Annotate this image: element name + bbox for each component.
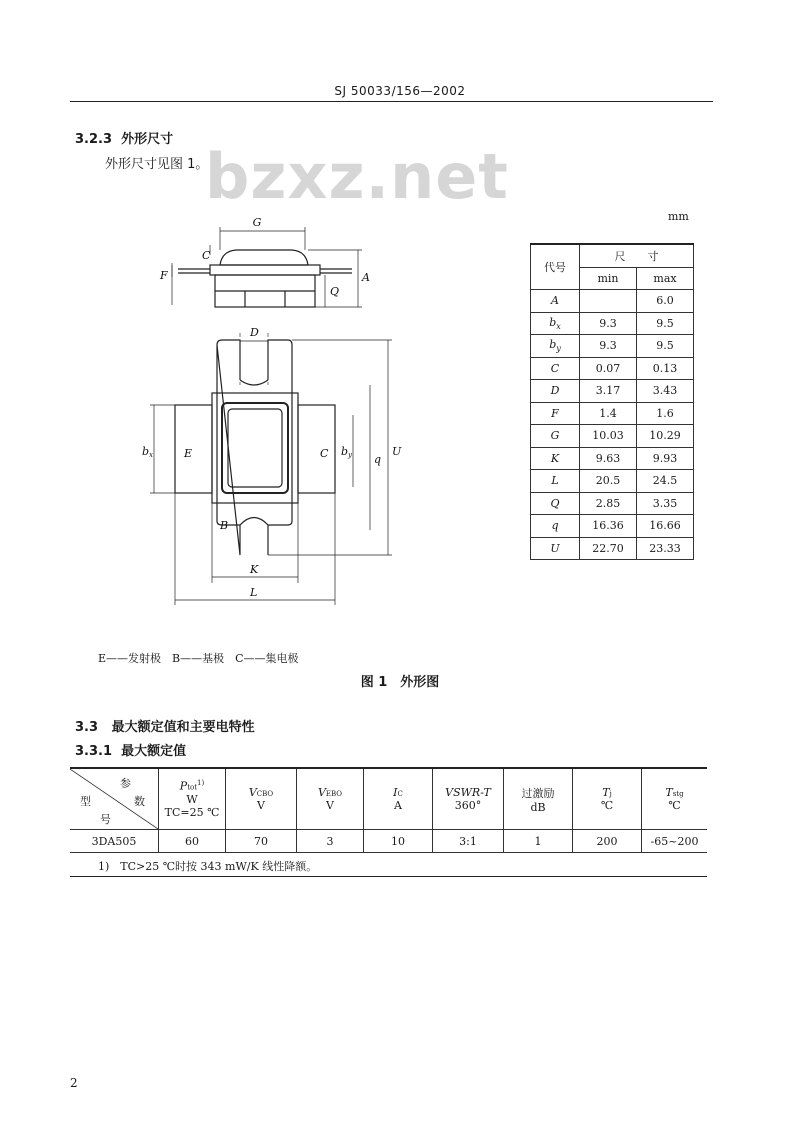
label-by: by — [341, 445, 353, 459]
figure-legend: E——发射极 B——基极 C——集电极 — [98, 652, 299, 665]
col-ptot: Ptot$^{1)}$ W TC=25 ℃ — [159, 768, 226, 830]
dim-code: U — [531, 537, 580, 560]
dimension-table — [530, 243, 694, 560]
dim-max: 16.66 — [637, 515, 694, 538]
footnote-rule — [70, 876, 707, 877]
dim-min: 2.85 — [580, 492, 637, 515]
rating-overdrive: 1 — [504, 830, 573, 853]
rating-tstg: -65~200 — [642, 830, 708, 853]
dim-row — [531, 335, 694, 358]
col-tj: Tj ℃ — [573, 768, 642, 830]
dim-max: 3.43 — [637, 380, 694, 403]
dim-row — [531, 515, 694, 538]
label-L: L — [250, 586, 258, 599]
dim-row — [531, 402, 694, 425]
dim-max: 1.6 — [637, 402, 694, 425]
standard-number: SJ 50033/156—2002 — [334, 84, 466, 98]
dim-row — [531, 447, 694, 470]
section-331-heading — [75, 740, 186, 759]
dim-code: $b_x$ — [531, 312, 580, 335]
label-C-side: C — [202, 249, 211, 262]
dim-code: Q — [531, 492, 580, 515]
label-C: C — [320, 447, 329, 460]
section-323-heading — [75, 128, 173, 147]
outline-drawing — [140, 205, 410, 615]
dim-row — [531, 380, 694, 403]
corner-bottom: 号 — [100, 813, 111, 826]
page-number: 2 — [70, 1076, 78, 1090]
watermark: bzxz.net — [205, 140, 509, 213]
col-vswr: VSWR-T 360° — [433, 768, 504, 830]
dim-min: 16.36 — [580, 515, 637, 538]
figure-caption: 图 1 外形图 — [360, 675, 440, 690]
dim-code: F — [531, 402, 580, 425]
dim-unit: mm — [668, 210, 689, 223]
label-A: A — [362, 271, 370, 284]
dim-code: K — [531, 447, 580, 470]
dim-code: C — [531, 357, 580, 380]
dim-row — [531, 312, 694, 335]
rating-vcbo: 70 — [226, 830, 297, 853]
section-323-text: 外形尺寸见图 1。 — [105, 157, 209, 172]
dim-min: 9.3 — [580, 335, 637, 358]
rating-vswr: 3:1 — [433, 830, 504, 853]
dim-max: 0.13 — [637, 357, 694, 380]
col-tstg: Tstg ℃ — [642, 768, 708, 830]
label-U: U — [392, 445, 402, 458]
header-rule — [70, 101, 713, 102]
corner-cell — [70, 768, 159, 830]
col-overdrive: 过激励 dB — [504, 768, 573, 830]
dim-max: 9.5 — [637, 312, 694, 335]
dim-max: 24.5 — [637, 470, 694, 493]
dim-row — [531, 492, 694, 515]
dim-row — [531, 470, 694, 493]
dim-code: D — [531, 380, 580, 403]
section-323-title: 外形尺寸 — [121, 132, 174, 147]
section-33-heading — [75, 716, 255, 735]
dim-max: 23.33 — [637, 537, 694, 560]
section-331-title: 最大额定值 — [121, 744, 187, 759]
label-G: G — [252, 216, 262, 229]
dim-max: 9.93 — [637, 447, 694, 470]
dim-head-max: max — [637, 267, 694, 290]
dim-code: G — [531, 425, 580, 448]
rating-ic: 10 — [364, 830, 433, 853]
corner-mid-left: 型 — [80, 795, 91, 808]
dim-min: 10.03 — [580, 425, 637, 448]
dim-max: 3.35 — [637, 492, 694, 515]
rating-vebo: 3 — [297, 830, 364, 853]
dim-min: 3.17 — [580, 380, 637, 403]
dim-min: 0.07 — [580, 357, 637, 380]
dim-row — [531, 537, 694, 560]
section-323-number: 3.2.3 — [75, 132, 113, 147]
dim-head-size: 尺 寸 — [580, 244, 694, 267]
label-bx: bx — [142, 445, 153, 459]
rating-ptot: 60 — [159, 830, 226, 853]
section-33-number: 3.3 — [75, 720, 99, 735]
label-Q: Q — [330, 285, 340, 298]
dim-code: A — [531, 290, 580, 313]
col-vebo: VEBO V — [297, 768, 364, 830]
max-ratings-table — [70, 767, 707, 853]
label-B: B — [220, 519, 229, 532]
dim-min: 20.5 — [580, 470, 637, 493]
dim-min: 1.4 — [580, 402, 637, 425]
dim-min: 22.70 — [580, 537, 637, 560]
dim-code: $b_y$ — [531, 335, 580, 358]
dim-row — [531, 290, 694, 313]
dim-min: 9.3 — [580, 312, 637, 335]
dim-row — [531, 425, 694, 448]
dim-row — [531, 357, 694, 380]
dim-max: 10.29 — [637, 425, 694, 448]
label-F: F — [160, 269, 168, 282]
corner-top: 参 — [120, 777, 131, 790]
label-q: q — [374, 453, 382, 466]
col-vcbo: VCBO V — [226, 768, 297, 830]
dim-code: L — [531, 470, 580, 493]
dim-head-min: min — [580, 267, 637, 290]
label-D: D — [250, 326, 259, 339]
rating-model: 3DA505 — [70, 830, 159, 853]
section-331-number: 3.3.1 — [75, 744, 113, 759]
dim-head-code: 代号 — [531, 244, 580, 290]
label-K: K — [250, 563, 259, 576]
ratings-footnote: 1) TC>25 ℃时按 343 mW/K 线性降额。 — [98, 860, 318, 873]
dim-max: 9.5 — [637, 335, 694, 358]
dim-min — [580, 290, 637, 313]
corner-mid-right: 数 — [134, 795, 145, 808]
dim-min: 9.63 — [580, 447, 637, 470]
rating-tj: 200 — [573, 830, 642, 853]
label-E: E — [184, 447, 193, 460]
dim-code: q — [531, 515, 580, 538]
section-33-title: 最大额定值和主要电特性 — [111, 720, 255, 735]
col-ic: IC A — [364, 768, 433, 830]
dim-max: 6.0 — [637, 290, 694, 313]
